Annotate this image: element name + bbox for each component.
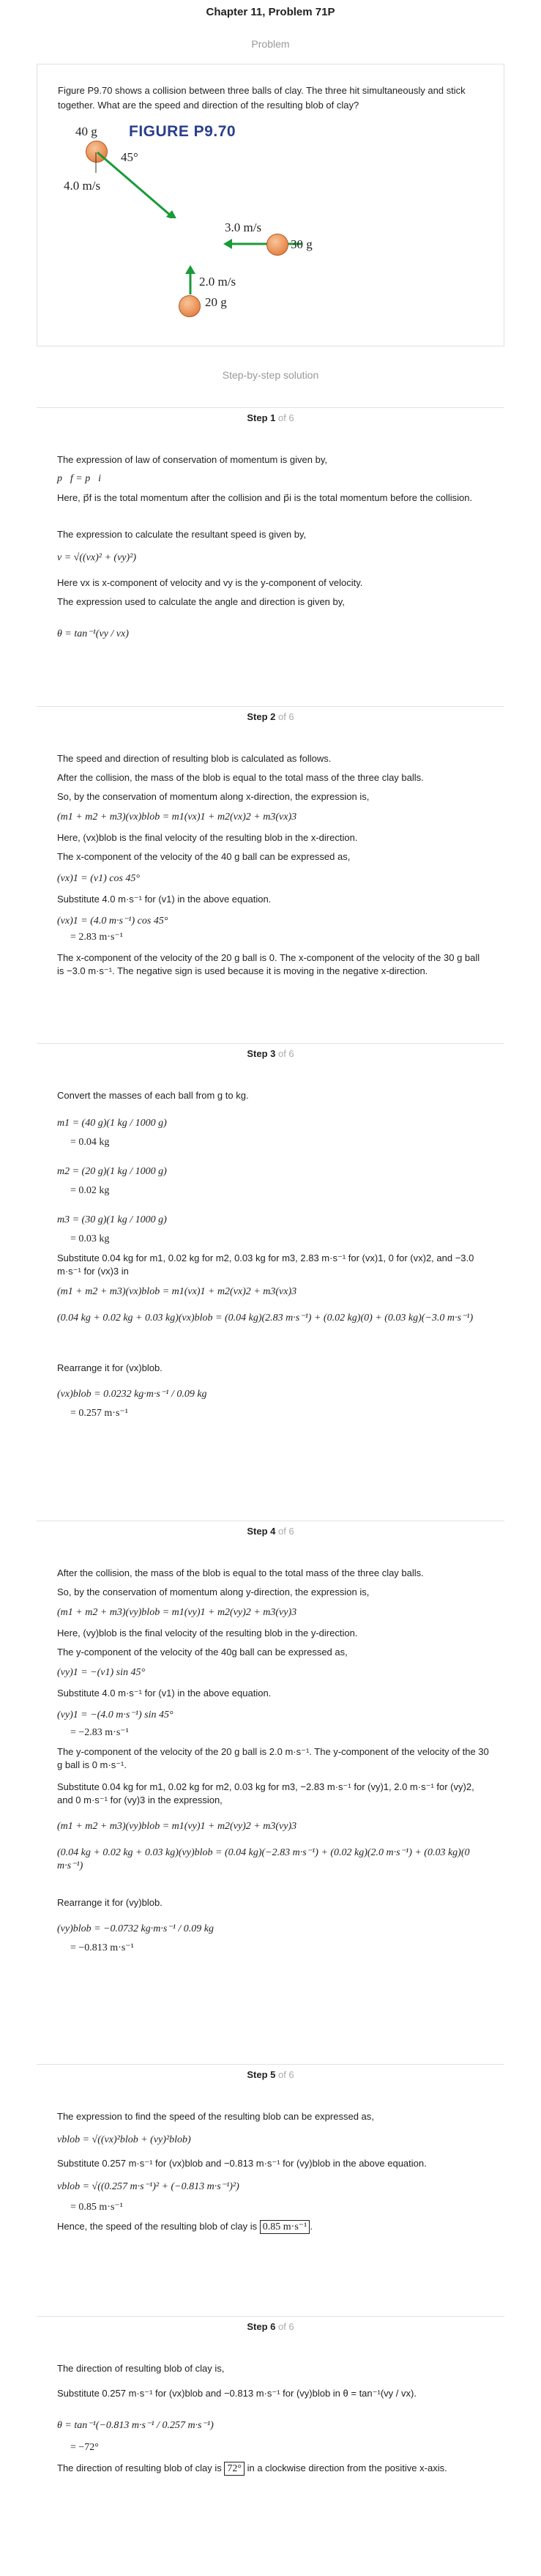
step-6-line: Substitute 0.257 m·s⁻¹ for (vx)blob and −0.813 m·s⁻¹ for (vy)blob in θ = tan⁻¹(vy / vx). <box>57 2388 417 2399</box>
step-5-heading: Step 5 of 6 <box>247 2069 294 2080</box>
step-6-result: = −72° <box>70 2442 99 2453</box>
step-5 <box>37 2064 504 2317</box>
step-2-line: The speed and direction of resulting blob is calculated as follows. <box>57 753 332 764</box>
step-3-heading: Step 3 of 6 <box>247 1048 294 1059</box>
step-5-answer-line: Hence, the speed of the resulting blob of clay is 0.85 m·s⁻¹ . <box>57 2221 313 2232</box>
step-6-answer: 72° <box>224 2462 245 2476</box>
step-3-equation: (vx)blob = 0.0232 kg·m·s⁻¹ / 0.09 kg <box>57 1389 207 1400</box>
step-2-equation: (m1 + m2 + m3)(vx)blob = m1(vx)1 + m2(vx)2 + m3(vx)3 <box>57 812 297 823</box>
step-2 <box>37 706 504 1044</box>
step-4-line: The y-component of the velocity of the 20 g ball is 2.0 m·s⁻¹. The y-component of the velocity of the 30 g ball is 0 m·s⁻¹. <box>57 1746 489 1770</box>
step-4-result: = −0.813 m·s⁻¹ <box>70 1942 134 1953</box>
ball1-mass-label: 40 g <box>75 125 97 138</box>
ball1-velocity-arrow <box>81 138 198 218</box>
step-4-equation: (0.04 kg + 0.02 kg + 0.03 kg)(vy)blob = (0.04 kg)(−2.83 m·s⁻¹) + (0.02 kg)(2.0 m·s⁻¹) + (0.03 kg)(0 m·s⁻¹) <box>57 1847 470 1871</box>
step-4-equation: (vy)blob = −0.0732 kg·m·s⁻¹ / 0.09 kg <box>57 1923 214 1934</box>
page-title: Chapter 11, Problem 71P <box>206 6 335 18</box>
step-2-line: Substitute 4.0 m·s⁻¹ for (v1) in the above equation. <box>57 894 272 905</box>
step-2-equation: (vx)1 = (4.0 m·s⁻¹) cos 45° <box>57 916 168 927</box>
problem-panel <box>37 64 504 346</box>
step-3-result: = 0.257 m·s⁻¹ <box>70 1408 128 1419</box>
step-4-equation: (vy)1 = −(4.0 m·s⁻¹) sin 45° <box>57 1710 174 1721</box>
step-1-line: The expression used to calculate the angle and direction is given by, <box>57 596 345 607</box>
step-3-result: = 0.02 kg <box>70 1185 110 1196</box>
step-4-line: So, by the conservation of momentum along y-direction, the expression is, <box>57 1586 370 1597</box>
step-1-heading: Step 1 of 6 <box>247 412 294 423</box>
step-1-line: Here vx is x-component of velocity and vy is the y-component of velocity. <box>57 577 363 588</box>
step-3-result: = 0.04 kg <box>70 1137 110 1148</box>
step-2-line: So, by the conservation of momentum along x-direction, the expression is, <box>57 791 370 802</box>
step-6-line: The direction of resulting blob of clay is, <box>57 2363 225 2374</box>
ball1-speed-label: 4.0 m/s <box>64 179 101 193</box>
ball3-clay <box>179 295 201 317</box>
ball2-clay <box>266 234 288 256</box>
step-2-line: After the collision, the mass of the blob is equal to the total mass of the three clay balls. <box>57 772 424 783</box>
problem-text: Figure P9.70 shows a collision between three balls of clay. The three hit simultaneously and stick together. What are the speed and direction of the resulting blob of clay? <box>58 85 466 111</box>
step-3-line: Convert the masses of each ball from g to kg. <box>57 1090 249 1101</box>
step-4-line: Rearrange it for (vy)blob. <box>57 1897 163 1908</box>
step-2-result: = 2.83 m·s⁻¹ <box>70 932 123 943</box>
step-1-line: Here, p⃗f is the total momentum after the collision and p⃗i is the total momentum before the collision. <box>57 492 473 503</box>
step-4-line: After the collision, the mass of the blob is equal to the total mass of the three clay balls. <box>57 1567 424 1578</box>
step-2-equation: (vx)1 = (v1) cos 45° <box>57 873 140 884</box>
step-3-equation: (m1 + m2 + m3)(vx)blob = m1(vx)1 + m2(vx)2 + m3(vx)3 <box>57 1286 297 1297</box>
step-6 <box>37 2316 504 2576</box>
step-3-line: Substitute 0.04 kg for m1, 0.02 kg for m2, 0.03 kg for m3, 2.83 m·s⁻¹ for (vx)1, 0 for (vx)2, and −3.0 m·s⁻¹ for (vx)3 in <box>57 1252 474 1277</box>
step-5-line: The expression to find the speed of the resulting blob can be expressed as, <box>57 2111 374 2122</box>
step-3 <box>37 1043 504 1521</box>
step-3-equation: m1 = (40 g)(1 kg / 1000 g) <box>57 1118 167 1129</box>
step-3-result: = 0.03 kg <box>70 1233 110 1244</box>
ball2-mass-label: 30 g <box>291 237 313 251</box>
step-2-line: The x-component of the velocity of the 40 g ball can be expressed as, <box>57 851 351 862</box>
step-6-heading: Step 6 of 6 <box>247 2321 294 2332</box>
step-4-equation: (vy)1 = −(v1) sin 45° <box>57 1667 146 1678</box>
ball3-velocity-arrow <box>183 264 198 296</box>
step-5-answer: 0.85 m·s⁻¹ <box>260 2220 310 2234</box>
step-4 <box>37 1521 504 2065</box>
step-2-heading: Step 2 of 6 <box>247 711 294 722</box>
step-2-line: The x-component of the velocity of the 20 g ball is 0. The x-component of the velocity of the 30 g ball is −3.0 m·s⁻¹. The negative sign is used because it is moving in the negative x-direction. <box>57 952 480 976</box>
step-4-heading: Step 4 of 6 <box>247 1526 294 1537</box>
problem-heading: Problem <box>251 38 290 50</box>
step-3-equation: (0.04 kg + 0.02 kg + 0.03 kg)(vx)blob = (0.04 kg)(2.83 m·s⁻¹) + (0.02 kg)(0) + (0.03 kg)(−3.0 m·s⁻¹) <box>57 1313 474 1324</box>
step-3-line: Rearrange it for (vx)blob. <box>57 1362 163 1373</box>
step-4-line: The y-component of the velocity of the 40g ball can be expressed as, <box>57 1647 348 1658</box>
solution-heading: Step-by-step solution <box>222 369 319 381</box>
step-1-line: The expression of law of conservation of momentum is given by, <box>57 454 327 465</box>
step-3-equation: m2 = (20 g)(1 kg / 1000 g) <box>57 1166 167 1177</box>
step-5-equation: vblob = √((vx)²blob + (vy)²blob) <box>57 2134 191 2145</box>
ball3-mass-label: 20 g <box>205 295 227 309</box>
step-1 <box>37 407 504 707</box>
step-3-equation: m3 = (30 g)(1 kg / 1000 g) <box>57 1214 167 1225</box>
step-6-answer-line: The direction of resulting blob of clay is 72° in a clockwise direction from the positive x-axis. <box>57 2462 447 2474</box>
step-2-line: Here, (vx)blob is the final velocity of the resulting blob in the x-direction. <box>57 832 358 843</box>
step-4-line: Substitute 4.0 m·s⁻¹ for (v1) in the above equation. <box>57 1688 272 1699</box>
ball2-speed-label: 3.0 m/s <box>225 220 262 234</box>
step-4-line: Here, (vy)blob is the final velocity of the resulting blob in the y-direction. <box>57 1627 358 1638</box>
step-4-equation: (m1 + m2 + m3)(vy)blob = m1(vy)1 + m2(vy)2 + m3(vy)3 <box>57 1607 297 1618</box>
step-4-result: = −2.83 m·s⁻¹ <box>70 1727 129 1738</box>
step-1-equation: p⃗f = p⃗i <box>57 473 102 484</box>
ball3-speed-label: 2.0 m/s <box>199 275 236 289</box>
step-1-equation: v = √((vx)² + (vy)²) <box>57 552 137 563</box>
ball1-angle-label: 45° <box>121 150 138 164</box>
step-1-equation: θ = tan⁻¹(vy / vx) <box>57 628 129 639</box>
step-6-equation: θ = tan⁻¹(−0.813 m·s⁻¹ / 0.257 m·s⁻¹) <box>57 2420 214 2431</box>
step-5-result: = 0.85 m·s⁻¹ <box>70 2202 123 2213</box>
step-5-line: Substitute 0.257 m·s⁻¹ for (vx)blob and −0.813 m·s⁻¹ for (vy)blob in the above equation. <box>57 2158 427 2169</box>
step-4-equation: (m1 + m2 + m3)(vy)blob = m1(vy)1 + m2(vy)2 + m3(vy)3 <box>57 1821 297 1832</box>
step-1-line: The expression to calculate the resultant speed is given by, <box>57 529 307 540</box>
step-4-line: Substitute 0.04 kg for m1, 0.02 kg for m2, 0.03 kg for m3, −2.83 m·s⁻¹ for (vy)1, 2.0 m·s⁻¹ for (vy)2, and 0 m·s⁻¹ for (vy)3 in the expression, <box>57 1781 474 1805</box>
step-5-equation: vblob = √((0.257 m·s⁻¹)² + (−0.813 m·s⁻¹)²) <box>57 2181 239 2192</box>
figure-title: FIGURE P9.70 <box>129 123 236 140</box>
